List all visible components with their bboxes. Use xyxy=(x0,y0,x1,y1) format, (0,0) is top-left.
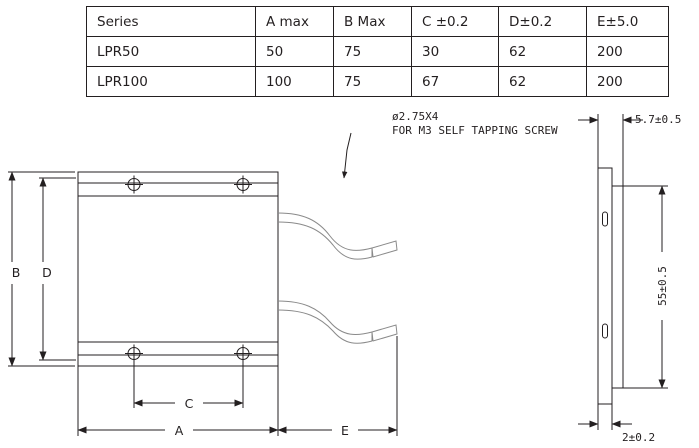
column-header-series: Series xyxy=(87,7,256,37)
dimension-label-e: E xyxy=(341,423,349,438)
dimension-e xyxy=(278,336,397,436)
side-view-body xyxy=(598,168,623,404)
front-view-body xyxy=(78,172,278,366)
cell-series: LPR50 xyxy=(87,37,256,67)
lead-wires xyxy=(278,213,397,343)
cell-b-max: 75 xyxy=(334,67,412,97)
screw-callout-leader xyxy=(344,133,351,178)
column-header-c: C ±0.2 xyxy=(412,7,499,37)
cell-e: 200 xyxy=(587,37,669,67)
cell-a-max: 50 xyxy=(256,37,334,67)
cell-d: 62 xyxy=(499,37,587,67)
cell-series: LPR100 xyxy=(87,67,256,97)
dimension-label-d: D xyxy=(42,265,52,280)
column-header-e: E±5.0 xyxy=(587,7,669,37)
dimension-label-a: A xyxy=(174,423,184,438)
callout-diameter-label: ø2.75X4 xyxy=(392,110,439,123)
cell-b-max: 75 xyxy=(334,37,412,67)
dimension-label-side-thickness-bottom: 2±0.2 xyxy=(622,431,656,444)
cell-c: 67 xyxy=(412,67,499,97)
dimension-label-side-thickness-top: 5.7±0.5 xyxy=(635,113,682,126)
dimension-label-c: C xyxy=(184,396,194,411)
cell-e: 200 xyxy=(587,67,669,97)
callout-screw-label: FOR M3 SELF TAPPING SCREW xyxy=(392,124,558,137)
column-header-b-max: B Max xyxy=(334,7,412,37)
cell-a-max: 100 xyxy=(256,67,334,97)
dimension-label-b: B xyxy=(11,265,21,280)
cell-c: 30 xyxy=(412,37,499,67)
column-header-d: D±0.2 xyxy=(499,7,587,37)
dimension-label-side-height: 55±0.5 xyxy=(656,266,669,306)
dimension-side-thickness-bottom xyxy=(578,404,632,430)
column-header-a-max: A max xyxy=(256,7,334,37)
cell-d: 62 xyxy=(499,67,587,97)
